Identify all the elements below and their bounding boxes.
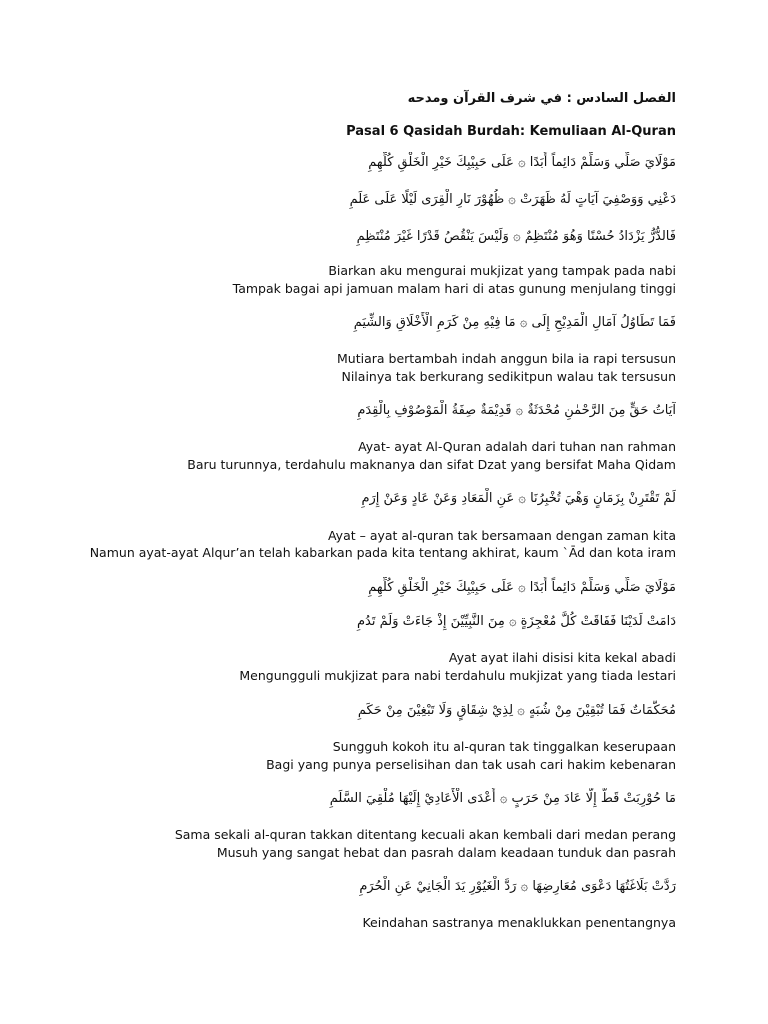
translation-line: Sama sekali al-quran takkan ditentang kecuali akan kembali dari medan perang xyxy=(174,827,676,842)
translation-line: Mengungguli mukjizat para nabi terdahulu mukjizat yang tiada lestari xyxy=(239,668,676,683)
translation-line: Musuh yang sangat hebat dan pasrah dalam keadaan tunduk dan pasrah xyxy=(216,845,676,860)
arabic-verse-line: فَالدُّرُّ يَزْدَادُ حُسْنًا وَهُوَ مُنْتَظِمٌ ۞ وَلَيْسَ يَنْقُصُ قَدْرًا غَيْرَ مُنْتَظِمِ xyxy=(356,229,676,244)
translation-line: Nilainya tak berkurang sedikitpun walau tak tersusun xyxy=(341,369,676,384)
translation-line: Bagi yang punya perselisihan dan tak usah cari hakim kebenaran xyxy=(266,757,676,772)
translation-line: Ayat- ayat Al-Quran adalah dari tuhan nan rahman xyxy=(358,439,676,454)
arabic-verse-line: دَعْنِي وَوَصْفِيَ آيَاتٍ لَهُ ظَهَرَتْ ۞ ظُهُوْرَ نَارِ الْقِرَى لَيْلًا عَلَى عَلَمِ xyxy=(349,192,676,207)
arabic-verse-line: مَا حُوْرِبَتْ قَطُّ إِلَّا عَادَ مِنْ حَرَبٍ ۞ أَعْدَى الْأَعَادِيْ إِلَيْهَا مُلْقِيَ السَّلَمِ xyxy=(329,791,676,806)
document-title: Pasal 6 Qasidah Burdah: Kemuliaan Al-Quran xyxy=(346,124,676,139)
arabic-verse-line: آيَاتُ حَقٍّ مِنَ الرَّحْمٰنِ مُحْدَثَةٌ ۞ قَدِيْمَةٌ صِفَةُ الْمَوْصُوْفِ بِالْقِدَمِ xyxy=(357,403,676,418)
translation-line: Baru turunnya, terdahulu maknanya dan sifat Dzat yang bersifat Maha Qidam xyxy=(187,457,676,472)
translation-line: Ayat ayat ilahi disisi kita kekal abadi xyxy=(448,650,676,665)
translation-line: Ayat – ayat al-quran tak bersamaan dengan zaman kita xyxy=(327,528,676,543)
arabic-verse-line: دَامَتْ لَدَيْنَا فَفَاقَتْ كُلَّ مُعْجِزَةٍ ۞ مِنَ النَّبِيِّيْنَ إِذْ جَاءَتْ وَلَمْ تَدُمِ xyxy=(356,614,676,629)
arabic-verse-line: فَمَا تَطَاوُلُ آمَالِ الْمَدِيْحِ إِلَى ۞ مَا فِيْهِ مِنْ كَرَمِ الْأَخْلَاقِ وَالشِّيَمِ xyxy=(353,315,676,330)
translation-line: Mutiara bertambah indah anggun bila ia rapi tersusun xyxy=(337,351,676,366)
translation-line: Namun ayat-ayat Alqur’an telah kabarkan pada kita tentang akhirat, kaum `Ād dan kota iram xyxy=(89,545,676,560)
arabic-verse-line: رَدَّتْ بَلَاغَتُهَا دَعْوَى مُعَارِضِهَا ۞ رَدَّ الْغَيُوْرِ يَدَ الْجَانِيْ عَنِ الْحُرَمِ xyxy=(359,879,676,894)
translation-line: Keindahan sastranya menaklukkan penentangnya xyxy=(362,915,676,930)
translation-line: Biarkan aku mengurai mukjizat yang tampak pada nabi xyxy=(328,263,676,278)
chapter-heading: الفصل السادس : في شرف القرآن ومدحه xyxy=(407,91,676,106)
arabic-verse-line: مَوْلَايَ صَلِّي وَسَلِّمْ دَائِماً أَبَدًا ۞ عَلَى حَبِيْبِكَ خَيْرِ الْخَلْقِ كُلِّهِمِ xyxy=(368,155,676,170)
translation-line: Sungguh kokoh itu al-quran tak tinggalkan keserupaan xyxy=(332,739,676,754)
arabic-verse-line: مُحَكَّمَاتٌ فَمَا تُبْقِيْنَ مِنْ شُبَهٍ ۞ لِذِيْ شِقَاقٍ وَلَا تَبْغِيْنَ مِنْ حَكَمِ xyxy=(357,703,676,718)
translation-line: Tampak bagai api jamuan malam hari di atas gunung menjulang tinggi xyxy=(232,281,676,296)
arabic-verse-line: لَمْ تَقْتَرِنْ بِزَمَانٍ وَهْيَ تُخْبِرُنَا ۞ عَنِ الْمَعَادِ وَعَنْ عَادٍ وَعَنْ إِرَمِ xyxy=(361,491,676,506)
arabic-verse-line: مَوْلَايَ صَلِّي وَسَلِّمْ دَائِماً أَبَدًا ۞ عَلَى حَبِيْبِكَ خَيْرِ الْخَلْقِ كُلِّهِمِ xyxy=(368,580,676,595)
